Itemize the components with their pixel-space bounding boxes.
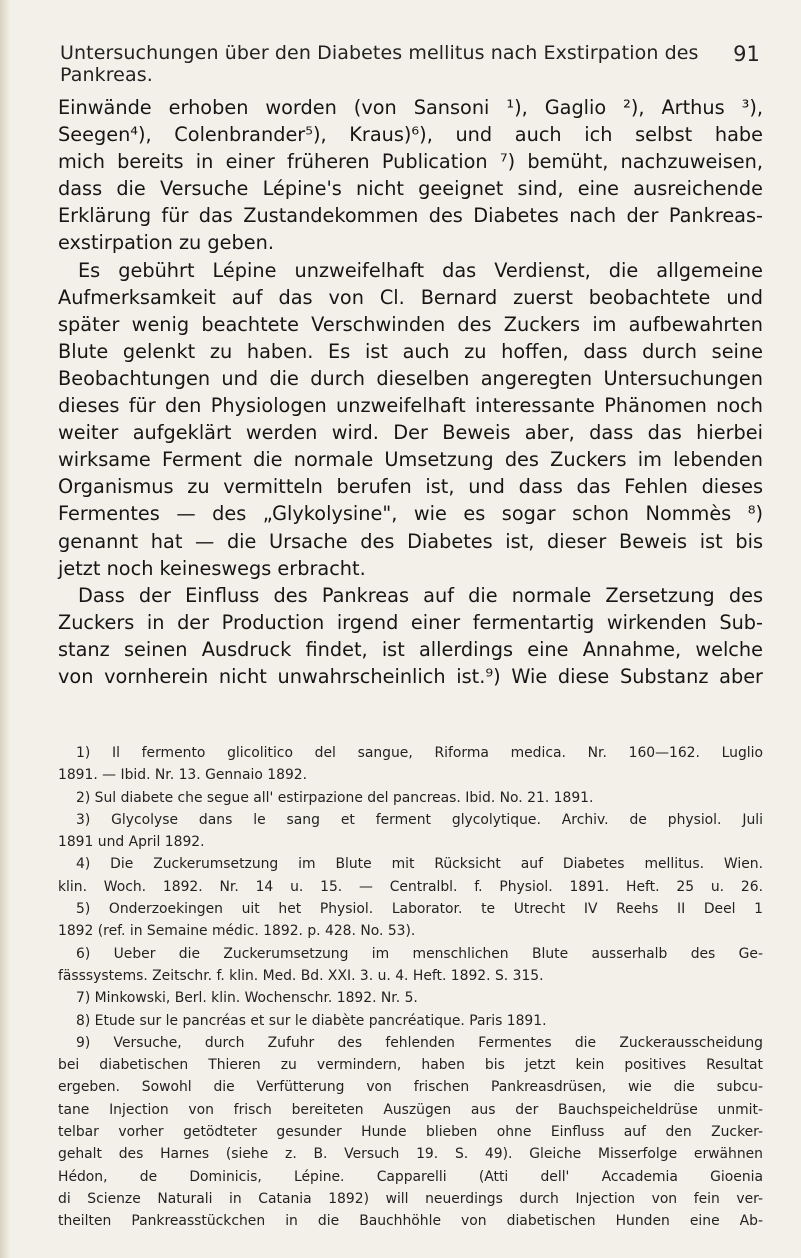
footnote-line: Hédon, de Dominicis, Lépine. Capparelli (Atti dell' Accademia Gioenia: [58, 1168, 763, 1185]
text-line: Organismus zu vermitteln berufen ist, und dass das Fehlen dieses: [58, 475, 763, 499]
running-header: [60, 42, 760, 86]
footnote-line: klin. Woch. 1892. Nr. 14 u. 15. — Centralbl. f. Physiol. 1891. Heft. 25 u. 26.: [58, 878, 763, 895]
text-line: Seegen⁴), Colenbrander⁵), Kraus)⁶), und auch ich selbst habe: [58, 123, 763, 147]
footnote-line: 1892 (ref. in Semaine médic. 1892. p. 428. No. 53).: [58, 923, 416, 940]
footnote-line: 8) Etude sur le pancréas et sur le diabète pancréatique. Paris 1891.: [76, 1012, 547, 1029]
footnote-line: 2) Sul diabete che segue all' estirpazione del pancreas. Ibid. No. 21. 1891.: [76, 789, 594, 806]
footnote-line: 1) Il fermento glicolitico del sangue, Riforma medica. Nr. 160—162. Luglio: [76, 745, 763, 761]
header-title: Untersuchungen über den Diabetes mellitus nach Exstirpation des Pankreas.: [60, 42, 699, 86]
text-line: stanz seinen Ausdruck findet, ist allerdings eine Annahme, welche: [58, 637, 763, 661]
footnote-line: fässsystems. Zeitschr. f. klin. Med. Bd. XXI. 3. u. 4. Heft. 1892. S. 315.: [58, 967, 544, 984]
text-line: Einwände erhoben worden (von Sansoni ¹), Gaglio ²), Arthus ³),: [58, 96, 763, 119]
text-line: Beobachtungen und die durch dieselben angeregten Untersuchungen: [58, 366, 763, 390]
text-line: exstirpation zu geben.: [58, 231, 274, 255]
footnote-line: ergeben. Sowohl die Verfütterung von frischen Pankreasdrüsen, wie die subcu-: [58, 1079, 763, 1096]
footnote-line: 3) Glycolyse dans le sang et ferment glycolytique. Archiv. de physiol. Juli: [76, 811, 763, 828]
footnote-line: gehalt des Harnes (siehe z. B. Versuch 19. S. 49). Gleiche Misserfolge erwähnen: [58, 1146, 763, 1163]
footnote-line: 5) Onderzoekingen uit het Physiol. Laborator. te Utrecht IV Reehs II Deel 1: [76, 901, 763, 918]
text-line: mich bereits in einer früheren Publication ⁷) bemüht, nachzuweisen,: [58, 150, 763, 174]
text-line: Fermentes — des „Glykolysine", wie es sogar schon Nommès ⁸): [58, 502, 763, 526]
text-line: Dass der Einfluss des Pankreas auf die normale Zersetzung des: [78, 583, 763, 607]
text-line: dieses für den Physiologen unzweifelhaft interessante Phänomen noch: [58, 394, 763, 418]
text-line: jetzt noch keineswegs erbracht.: [58, 556, 366, 580]
text-line: Erklärung für das Zustandekommen des Diabetes nach der Pankreas-: [58, 204, 763, 228]
text-line: Es gebührt Lépine unzweifelhaft das Verdienst, die allgemeine: [78, 258, 763, 282]
main-text: [58, 94, 763, 690]
footnote-line: bei diabetischen Thieren zu vermindern, haben bis jetzt kein positives Resultat: [58, 1057, 763, 1074]
page-edge-shadow: [0, 0, 10, 1258]
footnote-line: 9) Versuche, durch Zufuhr des fehlenden Fermentes die Zuckerausscheidung: [76, 1034, 763, 1051]
footnote-line: theilten Pankreasstückchen in die Bauchhöhle von diabetischen Hunden eine Ab-: [58, 1213, 763, 1230]
text-line: Zuckers in der Production irgend einer fermentartig wirkenden Sub-: [58, 610, 763, 634]
footnote-line: 1891. — Ibid. Nr. 13. Gennaio 1892.: [58, 767, 308, 784]
footnote-line: tane Injection von frisch bereiteten Auszügen aus der Bauchspeicheldrüse unmit-: [58, 1101, 763, 1118]
text-line: später wenig beachtete Verschwinden des Zuckers im aufbewahrten: [58, 312, 763, 336]
footnote-line: 6) Ueber die Zuckerumsetzung im menschlichen Blute ausserhalb des Ge-: [76, 945, 763, 962]
footnote-line: di Scienze Naturali in Catania 1892) will neuerdings durch Injection von fein ver-: [58, 1190, 763, 1207]
footnote-line: 4) Die Zuckerumsetzung im Blute mit Rücksicht auf Diabetes mellitus. Wien.: [76, 856, 763, 873]
text-line: Blute gelenkt zu haben. Es ist auch zu hoffen, dass durch seine: [58, 339, 763, 363]
text-line: dass die Versuche Lépine's nicht geeignet sind, eine ausreichende: [58, 177, 763, 201]
text-line: von vornherein nicht unwahrscheinlich ist.⁹) Wie diese Substanz aber: [58, 664, 763, 688]
text-line: wirksame Ferment die normale Umsetzung des Zuckers im lebenden: [58, 448, 763, 472]
text-line: genannt hat — die Ursache des Diabetes ist, dieser Beweis ist bis: [58, 529, 763, 553]
text-line: weiter aufgeklärt werden wird. Der Beweis aber, dass das hierbei: [58, 421, 763, 445]
footnote-line: 7) Minkowski, Berl. klin. Wochenschr. 1892. Nr. 5.: [76, 990, 418, 1007]
text-line: Aufmerksamkeit auf das von Cl. Bernard zuerst beobachtete und: [58, 285, 763, 309]
footnotes: [58, 742, 763, 1233]
page-number: 91: [733, 42, 760, 66]
footnote-line: telbar vorher getödteter gesunder Hunde blieben ohne Einfluss auf den Zucker-: [58, 1124, 763, 1141]
footnote-line: 1891 und April 1892.: [58, 834, 205, 851]
